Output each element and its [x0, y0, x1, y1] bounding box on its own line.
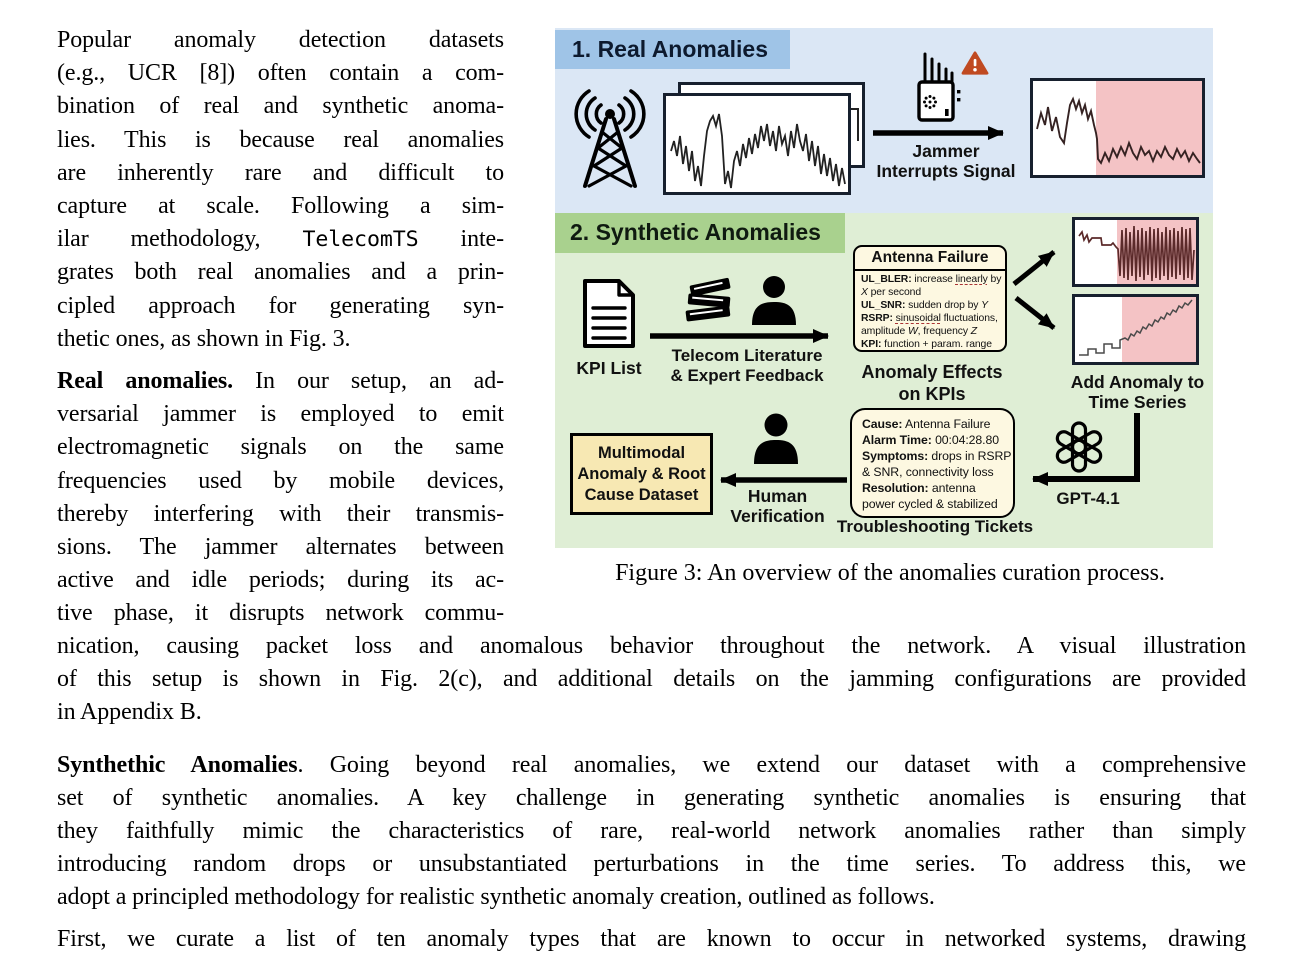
expert-person-icon: [750, 275, 798, 325]
human-verification-person-icon: [752, 412, 800, 464]
antenna-failure-details: UL_BLER: increase linearly by X per second UL_SNR: sudden drop by Y RSRP: sinusoidal fluctuations, amplitude W, frequency Z KPI: function + param. range: [861, 274, 1002, 350]
literature-arrow-label: Telecom Literature & Expert Feedback: [670, 346, 824, 385]
warning-icon: [961, 51, 989, 76]
section-2-title: 2. Synthetic Anomalies: [555, 213, 845, 253]
to-oscillation-plot-arrow: [1010, 244, 1072, 290]
body-paragraph-1: Popular anomaly detection datasets (e.g., UCR [8]) often contain a com- bination of real and synthetic anoma- lies. This is because real anomalies are inherently rare and difficult to capture at scale. Following a sim- ilar methodology, TelecomTS inte- grates both real anomalies and a prin- cipled approach for generating syn- thetic ones, as shown in Fig. 3.: [57, 27, 505, 352]
anomaly-effects-label: Anomaly Effects on KPIs: [861, 362, 1003, 404]
radio-tower-icon: [565, 86, 655, 190]
figure-caption: Figure 3: An overview of the anomalies curation process.: [615, 560, 1165, 586]
body-paragraph-2: Real anomalies. In our setup, an ad- versarial jammer is employed to emit electromagnetic signals on the same frequencies used by mobile devices, thereby interfering with their transmis- sions. The jammer alternates between active and idle periods; during its ac- tive phase, it disrupts network commu-: [57, 368, 504, 627]
figure-3: [555, 28, 1213, 548]
oscillation-anomaly-plot: [1072, 217, 1199, 287]
add-anomaly-label: Add Anomaly to Time Series: [1070, 372, 1205, 412]
troubleshooting-tickets-label: Troubleshooting Tickets: [836, 517, 1034, 536]
jammer-arrow-label: Jammer Interrupts Signal: [876, 141, 1016, 181]
antenna-failure-box: [853, 245, 1007, 352]
full-width-text: [57, 630, 1246, 956]
drift-anomaly-plot: [1072, 294, 1199, 365]
left-column: [57, 24, 504, 631]
kpi-document-icon: [578, 277, 640, 350]
gpt-label: GPT-4.1: [1056, 489, 1120, 508]
books-icon: [683, 274, 733, 323]
human-verification-label: Human Verification: [730, 486, 825, 526]
ticket-details: Cause: Antenna Failure Alarm Time: 00:04:28.80 Symptoms: drops in RSRP & SNR, connectivity loss Resolution: antenna power cycled & stabilized: [862, 417, 1012, 511]
dataset-box: Multimodal Anomaly & Root Cause Dataset: [570, 433, 713, 515]
troubleshooting-ticket-box: [850, 408, 1015, 518]
raw-signal-plot-front: [663, 93, 851, 195]
antenna-failure-title: Antenna Failure: [855, 247, 1005, 271]
openai-logo-icon: [1053, 421, 1105, 473]
body-paragraph-5: First, we curate a list of ten anomaly types that are known to occur in networked systems, drawing: [57, 925, 1246, 952]
section-1-title: 1. Real Anomalies: [555, 30, 790, 69]
body-paragraph-4: Synthethic Anomalies. Going beyond real anomalies, we extend our dataset with a comprehensive set of synthetic anomalies. A key challenge in generating synthetic anomalies is ensuring that they faithfully mimic the characteristics of rare, real-world network anomalies rather than simply introducing random drops or unsubstantiated perturbations in the time series. To address this, we adopt a principled methodology for realistic synthetic anomaly creation, outlined as follows.: [57, 751, 1246, 911]
body-paragraph-3: nication, causing packet loss and anomalous behavior throughout the network. A visual illustration of this setup is shown in Fig. 2(c), and additional details on the jamming configurations are provided in Appendix B.: [57, 633, 1246, 726]
kpi-list-label: KPI List: [576, 358, 642, 378]
to-drift-plot-arrow: [1012, 294, 1074, 338]
literature-arrow: [650, 325, 848, 347]
jammed-signal-plot: [1030, 78, 1205, 178]
